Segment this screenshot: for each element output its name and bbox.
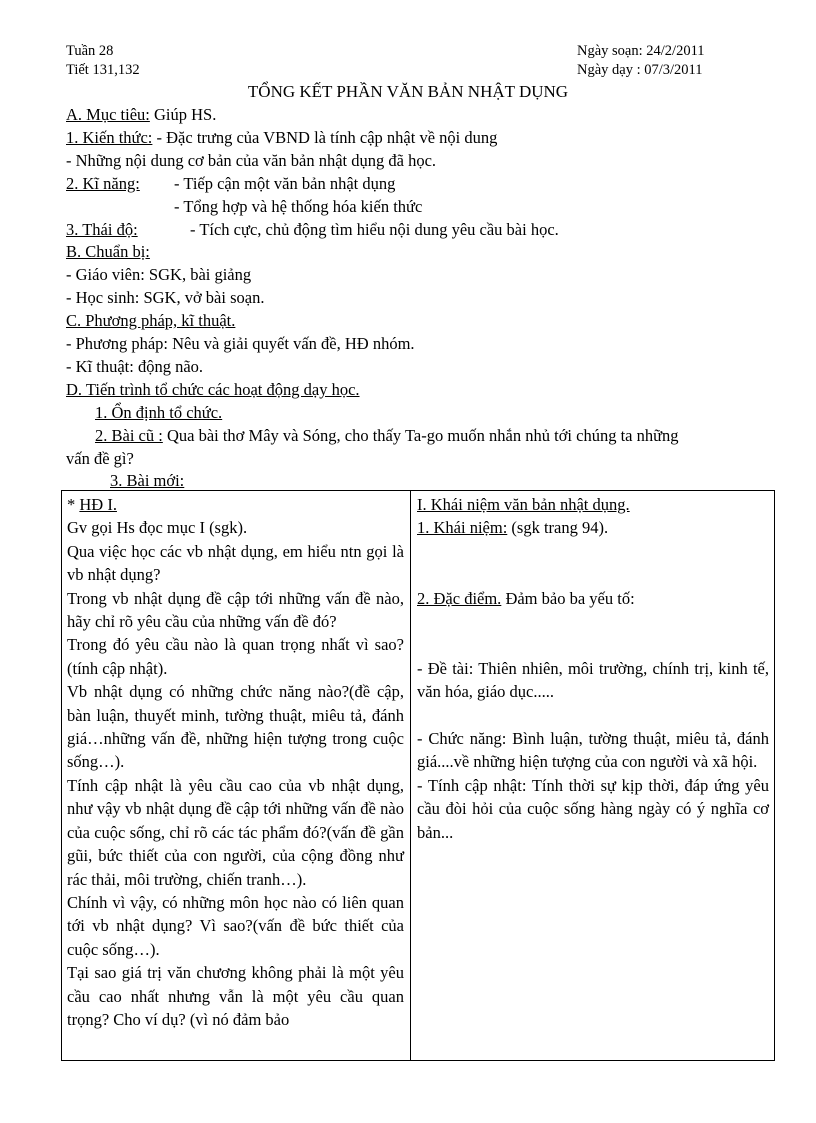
attitude-label: 3. Thái độ:: [66, 220, 138, 239]
step2-line: [95, 426, 679, 446]
column-divider: [410, 491, 411, 1060]
teaching-date: Ngày dạy : 07/3/2011: [577, 62, 703, 78]
attitude-text: - Tích cực, chủ động tìm hiểu nội dung yêu cầu bài học.: [190, 220, 559, 239]
section-c-heading: C. Phương pháp, kĩ thuật.: [66, 311, 236, 330]
activity-paragraph: Vb nhật dụng có những chức năng nào?(đề cập, bàn luận, thuyết minh, tường thuật, miêu tả, đánh giá…những vấn đề, những hiện tượng trong cuộc sống…).: [67, 682, 404, 772]
week-label: Tuần 28: [66, 43, 114, 59]
activity-paragraph: Tại sao giá trị văn chương không phải là một yêu cầu cao nhất nhưng vẫn là một yêu cầu quan trọng? Cho ví dụ? (vì nó đảm bảo: [67, 963, 404, 1029]
section-b-heading: B. Chuẩn bị:: [66, 242, 150, 261]
section-a: [66, 105, 216, 125]
concept-line: 1. Khái niệm: (sgk trang 94).: [417, 518, 609, 538]
activity-paragraph: Chính vì vậy, có những môn học nào có liên quan tới vb nhật dụng? Vì sao?(vấn đề bức thiết của cuộc sống…).: [67, 892, 404, 959]
skills-label: 2. Kĩ năng:: [66, 174, 140, 193]
page-title: TỔNG KẾT PHẦN VĂN BẢN NHẬT DỤNG: [247, 82, 569, 101]
step2-text: Qua bài thơ Mây và Sóng, cho thấy Ta-go muốn nhắn nhủ tới chúng ta những: [162, 426, 679, 445]
knowledge-text-2: - Những nội dung cơ bản của văn bản nhật dụng đã học.: [66, 151, 437, 170]
feature-topics: - Đề tài: Thiên nhiên, môi trường, chính trị, kinh tế, văn hóa, giáo dục.....: [417, 658, 769, 702]
activity-paragraph: Qua việc học các vb nhật dụng, em hiểu ntn gọi là vb nhật dụng?: [67, 541, 404, 585]
activity-paragraph: Trong đó yêu cầu nào là quan trọng nhất vì sao?(tính cập nhật).: [67, 635, 404, 678]
step3-heading: 3. Bài mới:: [110, 471, 185, 490]
activity-paragraph: Tính cập nhật là yêu cầu cao của vb nhật dụng, như vậy vb nhật dụng đề cập tới những vấn đề nào của cuộc sống, chỉ rõ các tác phẩm đó?(vấn đề gần gũi, bức thiết của con người, của cộng đồng như rác thải, môi trường, chiến tranh…).: [67, 775, 404, 889]
feature-timeliness: - Tính cập nhật: Tính thời sự kịp thời, đáp ứng yêu cầu đòi hỏi của cuộc sống hàng ngày có ý nghĩa cơ bản...: [417, 775, 769, 842]
content-column: [417, 493, 769, 844]
step2-label: 2. Bài cũ :: [95, 426, 163, 445]
skills-item-1: - Tiếp cận một văn bản nhật dụng: [174, 174, 396, 193]
activity-heading: * HĐ I.: [67, 495, 117, 514]
section-a-heading-rest: Giúp HS.: [149, 105, 217, 124]
step2-text-2: vấn đề gì?: [66, 449, 134, 468]
knowledge-line: [66, 128, 497, 148]
feature-function: - Chức năng: Bình luận, tường thuật, miêu tả, đánh giá....về những hiện tượng của con người và xã hội.: [417, 729, 769, 772]
step1-heading: 1. Ổn định tổ chức.: [95, 403, 223, 422]
activity-paragraph: Trong vb nhật dụng đề cập tới những vấn đề nào, hãy chỉ rõ yêu cầu của những vấn đề đó?: [67, 588, 404, 632]
student-prep: - Học sinh: SGK, vở bài soạn.: [66, 288, 265, 307]
section-a-heading: A. Mục tiêu:: [66, 105, 150, 124]
teacher-activities-column: [67, 493, 404, 1031]
features-line: 2. Đặc điểm. Đảm bảo ba yếu tố:: [417, 588, 635, 608]
concept-section-heading: I. Khái niệm văn bản nhật dụng.: [417, 495, 630, 514]
skills-item-2: - Tổng hợp và hệ thống hóa kiến thức: [174, 197, 423, 216]
knowledge-label: 1. Kiến thức:: [66, 128, 153, 147]
section-d-heading: D. Tiến trình tổ chức các hoạt động dạy học.: [66, 380, 360, 399]
technique-text: - Kĩ thuật: động não.: [66, 357, 204, 376]
prepared-date: Ngày soạn: 24/2/2011: [577, 43, 705, 59]
activity-paragraph: Gv gọi Hs đọc mục I (sgk).: [67, 518, 248, 538]
teacher-prep: - Giáo viên: SGK, bài giảng: [66, 265, 252, 284]
lesson-table: [61, 490, 775, 1061]
period-label: Tiết 131,132: [66, 62, 140, 78]
knowledge-text: - Đặc trưng của VBND là tính cập nhật về nội dung: [152, 128, 498, 147]
method-text: - Phương pháp: Nêu và giải quyết vấn đề, HĐ nhóm.: [66, 334, 415, 353]
